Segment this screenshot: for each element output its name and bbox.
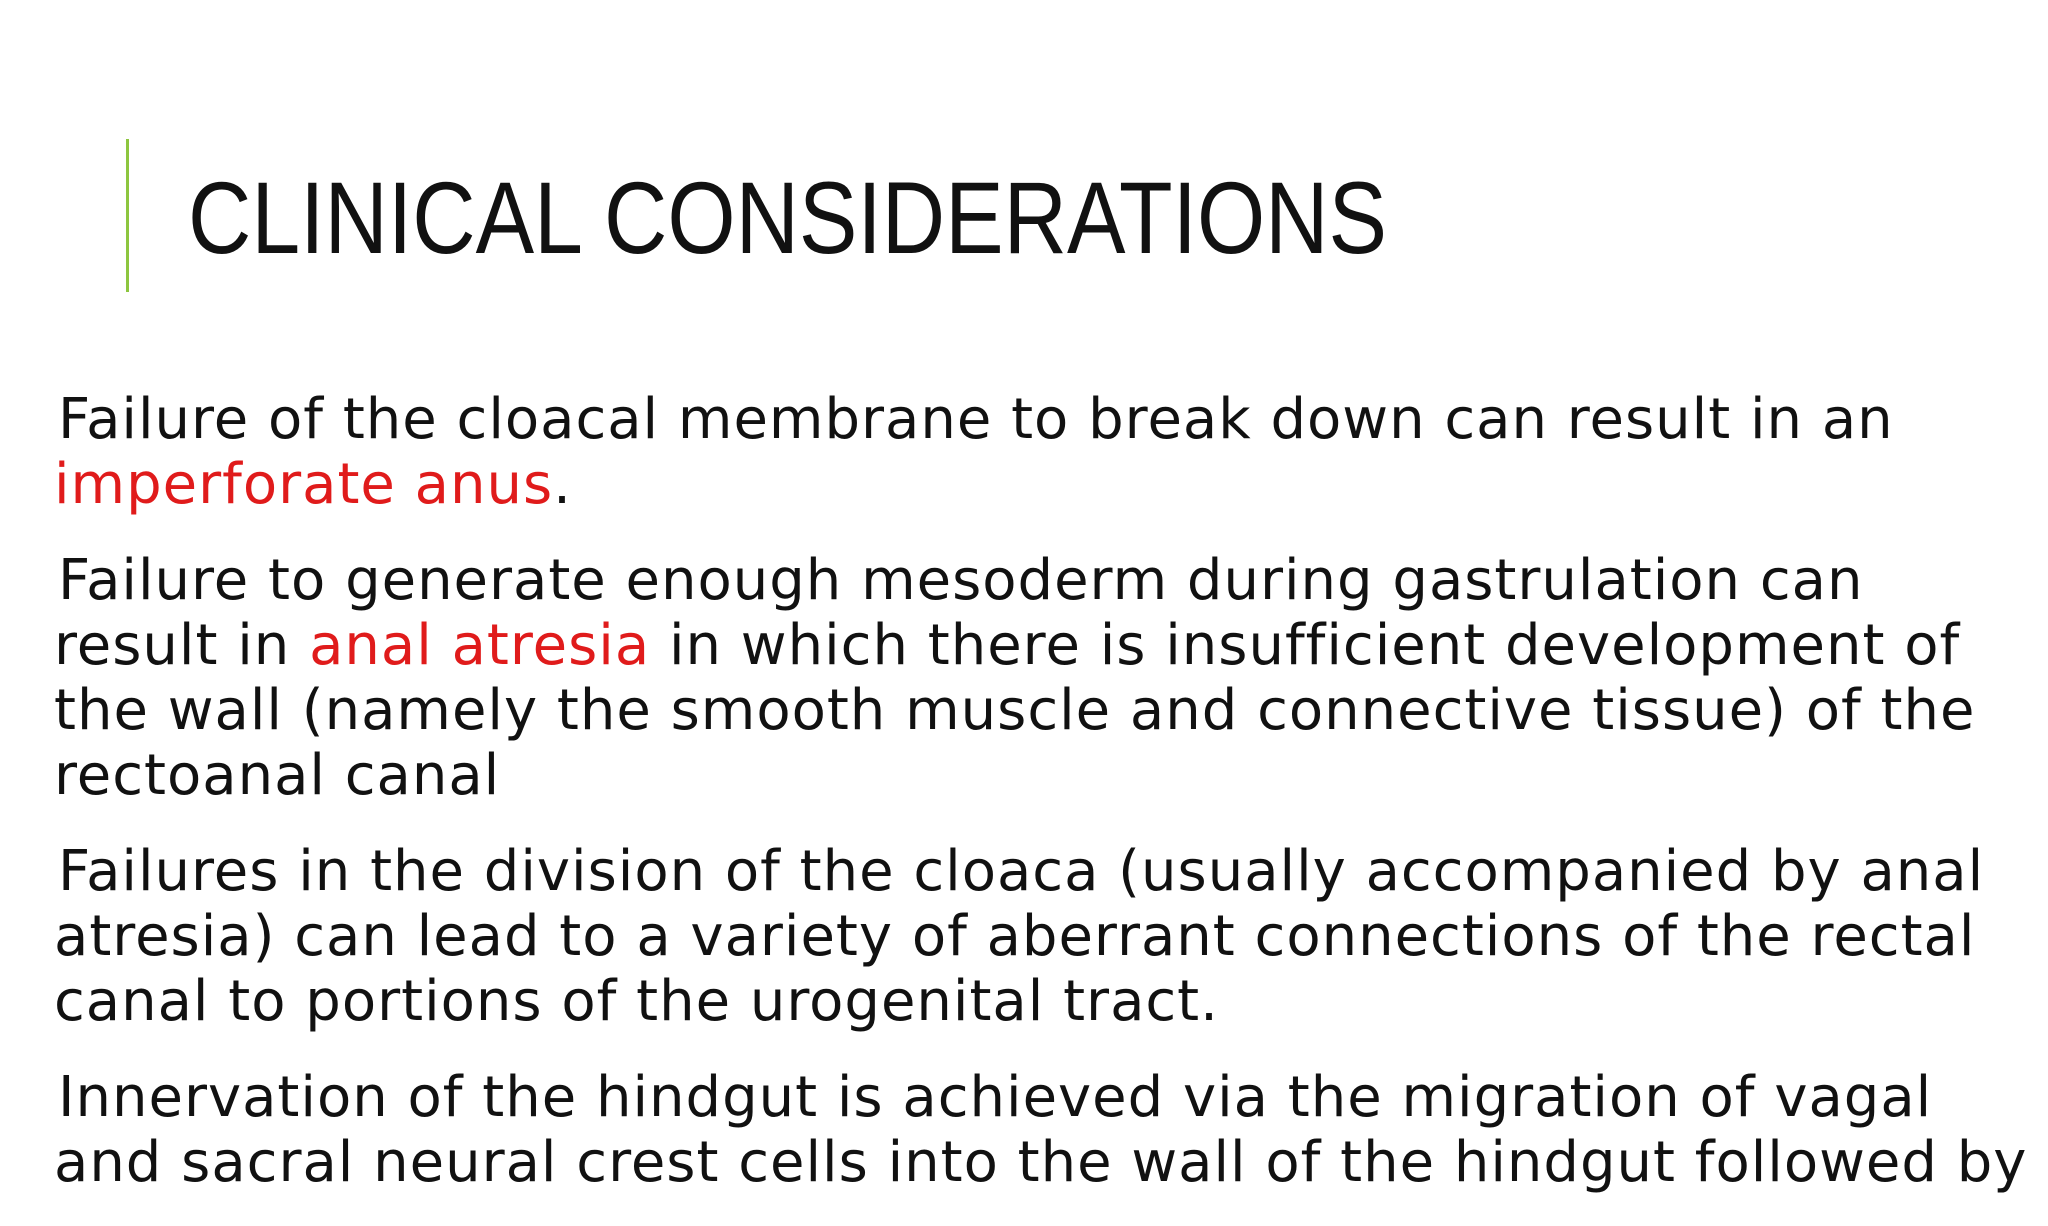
paragraph-text: Innervation of the hindgut is achieved via the migration of vagal and sacral neural crest cells into the wall of the hindgut followed by [54, 1065, 2028, 1195]
paragraph-cloaca-division [54, 839, 2034, 1034]
highlighted-term: imperforate anus [54, 452, 554, 517]
slide-title: CLINICAL CONSIDERATIONS [188, 161, 1388, 275]
highlighted-term: anal atresia [309, 613, 651, 678]
title-accent-bar [126, 139, 129, 292]
paragraph-text: in which there is insufficient development of the wall (namely the smooth muscle and connective tissue) of the rectoanal canal [54, 613, 1976, 808]
paragraph-hindgut-innervation [54, 1065, 2034, 1195]
paragraph-imperforate-anus [54, 387, 2034, 517]
paragraph-text: Failure to generate enough mesoderm during gastrulation can result in [54, 548, 1864, 678]
paragraph-text: . [553, 452, 572, 517]
paragraph-text: Failure of the cloacal membrane to break down can result in an [58, 387, 1894, 452]
slide-body [54, 387, 2034, 1226]
paragraph-anal-atresia [54, 548, 2034, 808]
paragraph-text: Failures in the division of the cloaca (usually accompanied by anal atresia) can lead to a variety of aberrant connections of the rectal canal to portions of the urogenital tract. [54, 839, 1985, 1034]
